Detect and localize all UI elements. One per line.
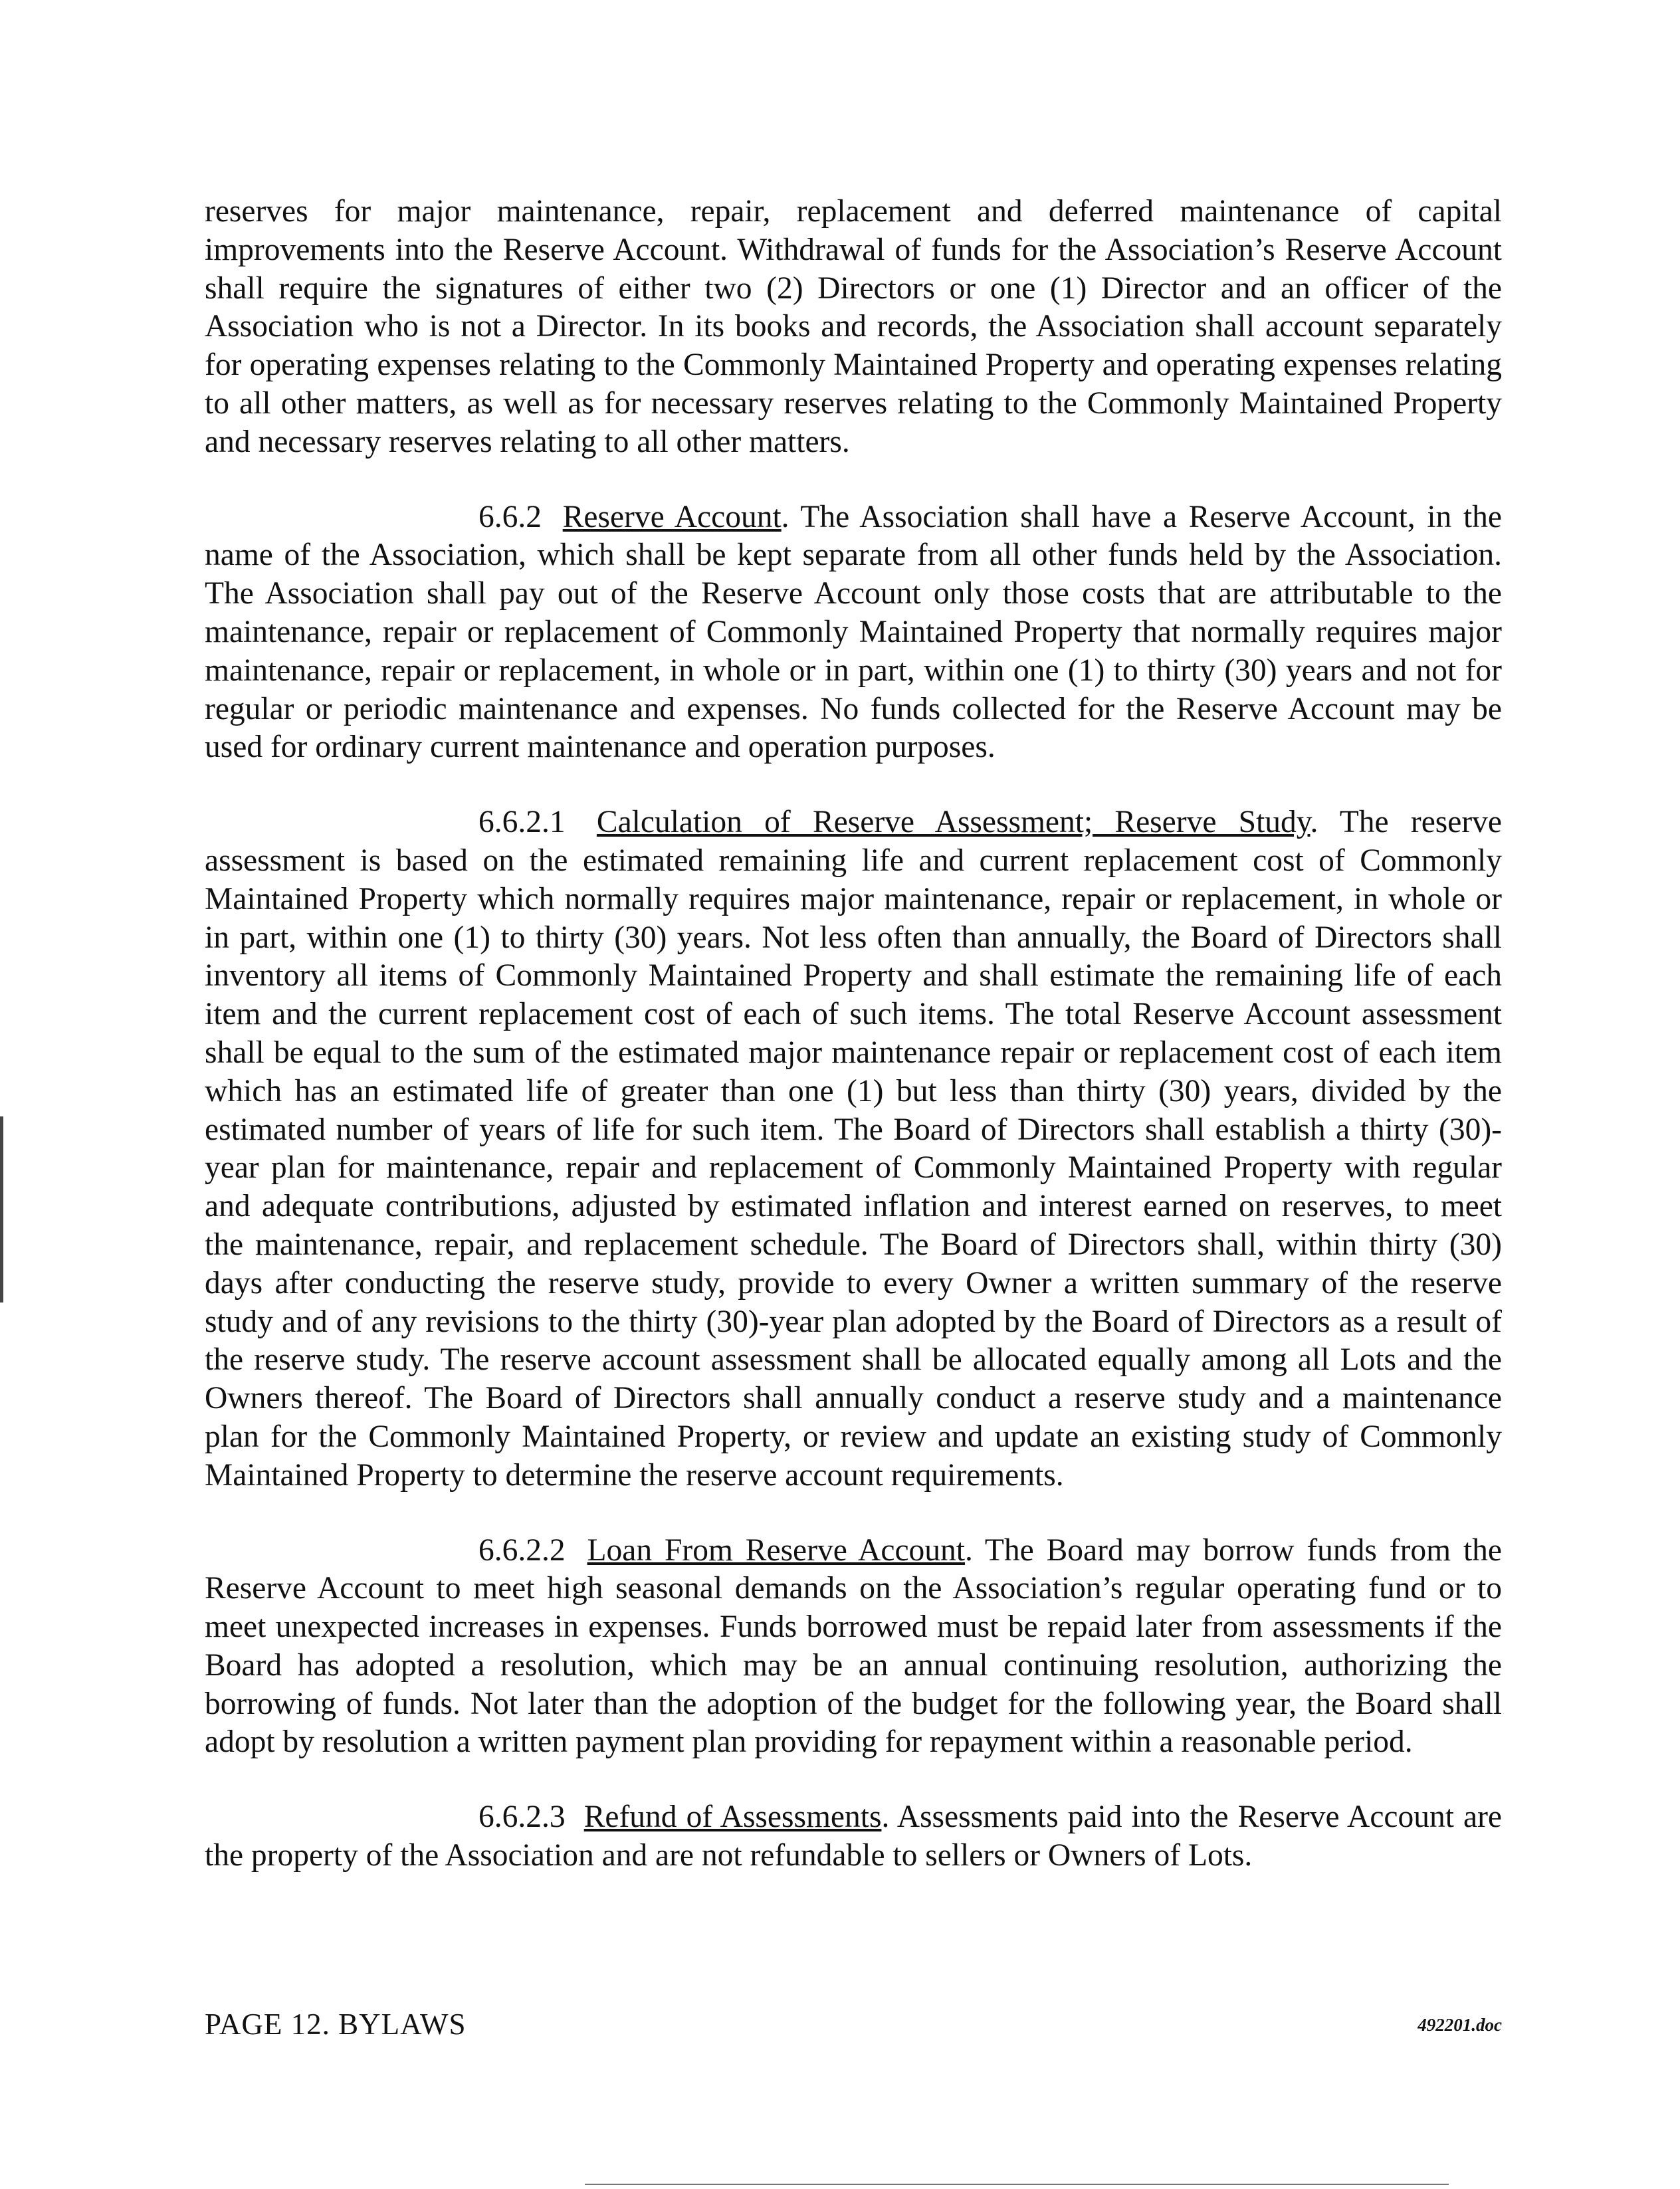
section-6-6-2-1 xyxy=(205,803,1502,1495)
section-6-6-2 xyxy=(205,498,1502,768)
paragraph-text: reserves for major maintenance, repair, replacement and deferred maintenance of capital improvements into the Reserve Account. Withdrawal of funds for the Association’s Reserve Account shall require the signatures of either two (2) Directors or one (1) Director and an officer of the Association who is not a Director. In its books and records, the Association shall account separately for operating expenses relating to the Commonly Maintained Property and operating expenses relating to all other matters, as well as for necessary reserves relating to the Commonly Maintained Property and necessary reserves relating to all other matters. xyxy=(205,194,1502,459)
section-text: . The Board may borrow funds from the Reserve Account to meet high seasonal demands on the Association’s regular operating fund or to meet unexpected increases in expenses. Funds borrowed must be repaid later from assessments if the Board has adopted a resolution, which may be an annual continuing resolution, authorizing the borrowing of funds. Not later than the adoption of the budget for the following year, the Board shall adopt by resolution a written payment plan providing for repayment within a reasonable period. xyxy=(205,1532,1503,1760)
section-text: . The Association shall have a Reserve Account, in the name of the Association, which shall be kept separate from all other funds held by the Association. The Association shall pay out of the Reserve Account only those costs that are attributable to the maintenance, repair or replacement of Commonly Maintained Property that normally requires major maintenance, repair or replacement, in whole or in part, within one (1) to thirty (30) years and not for regular or periodic maintenance and expenses. No funds collected for the Reserve Account may be used for ordinary current maintenance and operation purposes. xyxy=(205,499,1502,765)
section-heading: Calculation of Reserve Assessment; Reserve Study xyxy=(596,805,1311,840)
section-6-6-2-2 xyxy=(205,1532,1502,1762)
section-heading: Refund of Assessments xyxy=(583,1800,882,1835)
paragraph-reserves-continuation xyxy=(205,193,1502,462)
document-body xyxy=(205,193,1502,1875)
footer-page-label: PAGE 12. BYLAWS xyxy=(205,2008,467,2041)
section-number: 6.6.2.2 xyxy=(478,1532,566,1568)
section-number: 6.6.2.3 xyxy=(478,1800,566,1835)
section-heading: Reserve Account xyxy=(562,499,782,534)
scan-artifact-left-edge xyxy=(0,1116,3,1303)
page-footer xyxy=(205,2007,1502,2047)
section-text: . The reserve assessment is based on the estimated remaining life and current replacement cost of Commonly Maintained Property which normally requires major maintenance, repair or replacement, in whole or in part, within one (1) to thirty (30) years. Not less often than annually, the Board of Directors shall inventory all items of Commonly Maintained Property and shall estimate the remaining life of each item and the current replacement cost of each of such items. The total Reserve Account assessment shall be equal to the sum of the estimated major maintenance repair or replacement cost of each item which has an estimated life of greater than one (1) but less than thirty (30) years, divided by the estimated number of years of life for such item. The Board of Directors shall establish a thirty (30)-year plan for maintenance, repair and replacement of Commonly Maintained Property with regular and adequate contributions, adjusted by estimated inflation and interest earned on reserves, to meet the maintenance, repair, and replacement schedule. The Board of Directors shall, within thirty (30) days after conducting the reserve study, provide to every Owner a written summary of the reserve study and of any revisions to the thirty (30)-year plan adopted by the Board of Directors as a result of the reserve study. The reserve account assessment shall be allocated equally among all Lots and the Owners thereof. The Board of Directors shall annually conduct a reserve study and a maintenance plan for the Commonly Maintained Property, or review and update an existing study of Commonly Maintained Property to determine the reserve account requirements. xyxy=(205,805,1503,1493)
section-text: . Assessments paid into the Reserve Account are the property of the Association and are not refundable to sellers or Owners of Lots. xyxy=(205,1800,1502,1873)
section-number: 6.6.2.1 xyxy=(478,805,566,840)
footer-doc-id: 492201.doc xyxy=(1418,2015,1502,2035)
section-number: 6.6.2 xyxy=(478,499,542,534)
scan-artifact-bottom-edge xyxy=(585,2184,1449,2185)
section-6-6-2-3 xyxy=(205,1798,1502,1875)
section-heading: Loan From Reserve Account xyxy=(587,1532,965,1568)
